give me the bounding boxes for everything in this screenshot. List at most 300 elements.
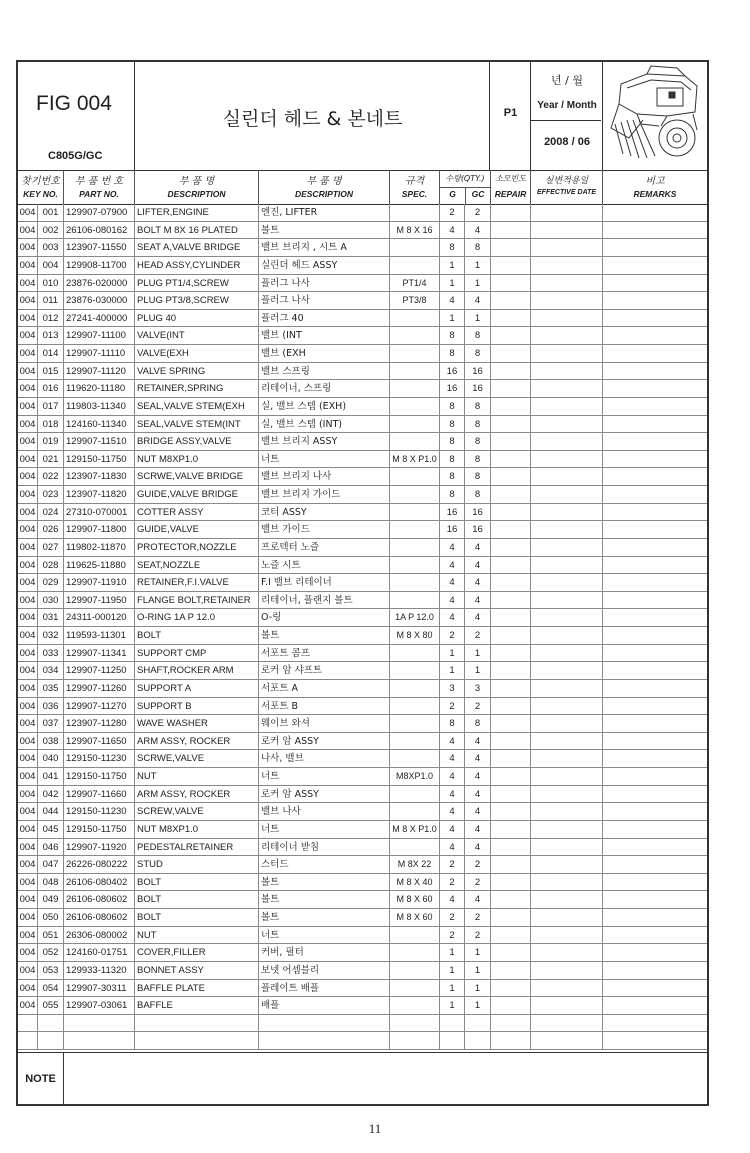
key-number-cell: 046 bbox=[38, 839, 64, 857]
description-cell: SHAFT,ROCKER ARM bbox=[135, 662, 259, 680]
table-row bbox=[18, 609, 707, 627]
key-number-cell: 034 bbox=[38, 662, 64, 680]
fig-cell: 004 bbox=[18, 239, 38, 257]
fig-cell: 004 bbox=[18, 363, 38, 381]
spec-cell bbox=[390, 539, 440, 557]
empty-cell bbox=[603, 680, 707, 698]
spec-cell: M 8X 22 bbox=[390, 856, 440, 874]
qty-gc-cell: 2 bbox=[465, 627, 491, 645]
empty-cell bbox=[531, 1032, 603, 1050]
empty-cell bbox=[491, 698, 531, 716]
key-number-cell: 021 bbox=[38, 451, 64, 469]
empty-cell bbox=[531, 927, 603, 945]
description-cell: PROTECTOR,NOZZLE bbox=[135, 539, 259, 557]
empty-cell bbox=[491, 222, 531, 240]
empty-cell bbox=[491, 891, 531, 909]
description-cell: LIFTER,ENGINE bbox=[135, 204, 259, 222]
qty-gc-cell: 8 bbox=[465, 239, 491, 257]
spec-cell: M 8 X 40 bbox=[390, 874, 440, 892]
sheet-header bbox=[18, 62, 707, 171]
table-row bbox=[18, 363, 707, 381]
table-row bbox=[18, 627, 707, 645]
fig-cell: 004 bbox=[18, 275, 38, 293]
description-cell: RETAINER,F.I.VALVE bbox=[135, 574, 259, 592]
part-number-cell: 129907-11910 bbox=[64, 574, 135, 592]
empty-cell bbox=[491, 292, 531, 310]
description-ko-cell: 서포트 콤프 bbox=[259, 645, 390, 663]
table-row bbox=[18, 204, 707, 222]
table-row bbox=[18, 997, 707, 1015]
spec-cell bbox=[390, 592, 440, 610]
empty-cell bbox=[38, 1015, 64, 1033]
empty-cell bbox=[491, 609, 531, 627]
description-cell: NUT M8XP1.0 bbox=[135, 821, 259, 839]
empty-cell bbox=[603, 750, 707, 768]
part-number-cell: 23876-020000 bbox=[64, 275, 135, 293]
description-cell: PLUG 40 bbox=[135, 310, 259, 328]
fig-cell: 004 bbox=[18, 645, 38, 663]
empty-cell bbox=[440, 1015, 465, 1033]
empty-cell bbox=[603, 821, 707, 839]
part-number-cell: 23876-030000 bbox=[64, 292, 135, 310]
empty-cell bbox=[531, 1015, 603, 1033]
description-cell: ARM ASSY, ROCKER bbox=[135, 786, 259, 804]
empty-cell bbox=[390, 1032, 440, 1050]
fig-cell: 004 bbox=[18, 750, 38, 768]
qty-g-cell: 4 bbox=[440, 839, 465, 857]
qty-g-cell: 1 bbox=[440, 645, 465, 663]
key-number-cell: 003 bbox=[38, 239, 64, 257]
table-row bbox=[18, 786, 707, 804]
spec-cell bbox=[390, 750, 440, 768]
key-number-cell: 015 bbox=[38, 363, 64, 381]
page-box bbox=[490, 62, 531, 170]
description-ko-cell: 로커 암 샤프트 bbox=[259, 662, 390, 680]
spec-cell bbox=[390, 557, 440, 575]
part-number-cell: 129907-11510 bbox=[64, 433, 135, 451]
spec-cell bbox=[390, 786, 440, 804]
parts-sheet bbox=[16, 60, 709, 1106]
empty-cell bbox=[603, 416, 707, 434]
description-cell: BOLT bbox=[135, 891, 259, 909]
description-cell: NUT bbox=[135, 927, 259, 945]
spec-cell bbox=[390, 715, 440, 733]
empty-cell bbox=[491, 416, 531, 434]
empty-cell bbox=[491, 468, 531, 486]
qty-gc-cell: 8 bbox=[465, 433, 491, 451]
fig-cell: 004 bbox=[18, 539, 38, 557]
key-number-cell: 041 bbox=[38, 768, 64, 786]
description-cell: PEDESTALRETAINER bbox=[135, 839, 259, 857]
part-number-cell: 129907-11100 bbox=[64, 327, 135, 345]
empty-cell bbox=[491, 768, 531, 786]
part-number-cell: 26106-080162 bbox=[64, 222, 135, 240]
fig-cell: 004 bbox=[18, 962, 38, 980]
col-desc-en: 부 품 명 DESCRIPTION bbox=[135, 170, 259, 204]
empty-cell bbox=[135, 1032, 259, 1050]
key-number-cell: 028 bbox=[38, 557, 64, 575]
key-number-cell: 038 bbox=[38, 733, 64, 751]
description-cell: GUIDE,VALVE bbox=[135, 521, 259, 539]
empty-cell bbox=[531, 592, 603, 610]
description-ko-cell: 서포트 B bbox=[259, 698, 390, 716]
spec-cell bbox=[390, 680, 440, 698]
empty-cell bbox=[531, 891, 603, 909]
empty-cell bbox=[491, 257, 531, 275]
empty-cell bbox=[603, 380, 707, 398]
qty-gc-cell: 8 bbox=[465, 345, 491, 363]
spec-cell bbox=[390, 698, 440, 716]
table-row bbox=[18, 275, 707, 293]
spec-cell bbox=[390, 204, 440, 222]
qty-gc-cell: 8 bbox=[465, 398, 491, 416]
description-cell: ARM ASSY, ROCKER bbox=[135, 733, 259, 751]
description-cell: SEAL,VALVE STEM(EXH bbox=[135, 398, 259, 416]
part-number-cell: 26106-080402 bbox=[64, 874, 135, 892]
description-ko-cell: 밸브 (EXH bbox=[259, 345, 390, 363]
empty-cell bbox=[18, 1015, 38, 1033]
spec-cell bbox=[390, 433, 440, 451]
fig-cell: 004 bbox=[18, 380, 38, 398]
key-number-cell: 053 bbox=[38, 962, 64, 980]
empty-cell bbox=[491, 733, 531, 751]
part-number-cell: 124160-01751 bbox=[64, 944, 135, 962]
key-number-cell: 047 bbox=[38, 856, 64, 874]
part-number-cell: 26306-080002 bbox=[64, 927, 135, 945]
description-ko-cell: 리테이너, 스프링 bbox=[259, 380, 390, 398]
qty-gc-cell: 2 bbox=[465, 927, 491, 945]
qty-g-cell: 1 bbox=[440, 944, 465, 962]
fig-cell: 004 bbox=[18, 680, 38, 698]
fig-cell: 004 bbox=[18, 909, 38, 927]
empty-cell bbox=[603, 786, 707, 804]
empty-cell bbox=[491, 980, 531, 998]
description-cell: HEAD ASSY,CYLINDER bbox=[135, 257, 259, 275]
qty-gc-cell: 2 bbox=[465, 874, 491, 892]
qty-gc-cell: 4 bbox=[465, 803, 491, 821]
fig-cell: 004 bbox=[18, 292, 38, 310]
fig-cell: 004 bbox=[18, 891, 38, 909]
fig-cell: 004 bbox=[18, 327, 38, 345]
empty-cell bbox=[465, 1015, 491, 1033]
key-number-cell: 050 bbox=[38, 909, 64, 927]
qty-g-cell: 2 bbox=[440, 874, 465, 892]
description-ko-cell: 스터드 bbox=[259, 856, 390, 874]
qty-gc-cell: 1 bbox=[465, 662, 491, 680]
empty-cell bbox=[491, 750, 531, 768]
spec-cell: PT3/8 bbox=[390, 292, 440, 310]
part-number-cell: 129150-11750 bbox=[64, 451, 135, 469]
qty-g-cell: 8 bbox=[440, 327, 465, 345]
empty-cell bbox=[531, 380, 603, 398]
empty-cell bbox=[531, 433, 603, 451]
spec-cell: M8XP1.0 bbox=[390, 768, 440, 786]
empty-cell bbox=[259, 1032, 390, 1050]
fig-cell: 004 bbox=[18, 204, 38, 222]
empty-cell bbox=[491, 856, 531, 874]
empty-cell bbox=[603, 521, 707, 539]
description-cell: PLUG PT1/4,SCREW bbox=[135, 275, 259, 293]
empty-cell bbox=[491, 504, 531, 522]
qty-gc-cell: 4 bbox=[465, 768, 491, 786]
empty-cell bbox=[603, 275, 707, 293]
empty-cell bbox=[491, 786, 531, 804]
empty-cell bbox=[440, 1032, 465, 1050]
qty-g-cell: 16 bbox=[440, 380, 465, 398]
empty-cell bbox=[491, 275, 531, 293]
key-number-cell: 035 bbox=[38, 680, 64, 698]
spec-cell bbox=[390, 645, 440, 663]
table-row bbox=[18, 715, 707, 733]
spec-cell bbox=[390, 997, 440, 1015]
fig-cell: 004 bbox=[18, 451, 38, 469]
description-cell: COVER,FILLER bbox=[135, 944, 259, 962]
empty-cell bbox=[603, 803, 707, 821]
part-number-cell: 129907-11800 bbox=[64, 521, 135, 539]
table-row bbox=[18, 486, 707, 504]
qty-g-cell: 8 bbox=[440, 398, 465, 416]
empty-cell bbox=[491, 204, 531, 222]
empty-cell bbox=[531, 997, 603, 1015]
key-number-cell: 011 bbox=[38, 292, 64, 310]
qty-gc-cell: 8 bbox=[465, 715, 491, 733]
fig-cell: 004 bbox=[18, 944, 38, 962]
qty-gc-cell: 1 bbox=[465, 275, 491, 293]
part-number-cell: 27241-400000 bbox=[64, 310, 135, 328]
key-number-cell: 051 bbox=[38, 927, 64, 945]
description-cell: SCRWE,VALVE BRIDGE bbox=[135, 468, 259, 486]
description-ko-cell: 볼트 bbox=[259, 627, 390, 645]
note-section bbox=[18, 1052, 707, 1105]
empty-cell bbox=[491, 662, 531, 680]
spec-cell: M 8 X 16 bbox=[390, 222, 440, 240]
table-row bbox=[18, 1032, 707, 1050]
empty-cell bbox=[531, 468, 603, 486]
empty-cell bbox=[603, 539, 707, 557]
description-cell: O-RING 1A P 12.0 bbox=[135, 609, 259, 627]
description-ko-cell: 실린더 헤드 ASSY bbox=[259, 257, 390, 275]
empty-cell bbox=[491, 1015, 531, 1033]
qty-g-cell: 2 bbox=[440, 909, 465, 927]
description-ko-cell: 볼트 bbox=[259, 909, 390, 927]
fig-cell: 004 bbox=[18, 257, 38, 275]
part-number-cell: 129907-11270 bbox=[64, 698, 135, 716]
qty-gc-cell: 1 bbox=[465, 944, 491, 962]
part-number-cell: 129150-11230 bbox=[64, 803, 135, 821]
key-number-cell: 032 bbox=[38, 627, 64, 645]
empty-cell bbox=[603, 239, 707, 257]
qty-gc-cell: 16 bbox=[465, 504, 491, 522]
key-number-cell: 027 bbox=[38, 539, 64, 557]
empty-cell bbox=[491, 839, 531, 857]
empty-cell bbox=[531, 557, 603, 575]
part-number-cell: 129907-11950 bbox=[64, 592, 135, 610]
description-cell: SCREW,VALVE bbox=[135, 803, 259, 821]
description-cell: COTTER ASSY bbox=[135, 504, 259, 522]
qty-gc-cell: 2 bbox=[465, 909, 491, 927]
description-cell: RETAINER,SPRING bbox=[135, 380, 259, 398]
spec-cell bbox=[390, 257, 440, 275]
empty-cell bbox=[603, 486, 707, 504]
qty-gc-cell: 4 bbox=[465, 891, 491, 909]
fig-cell: 004 bbox=[18, 733, 38, 751]
description-ko-cell: 서포트 A bbox=[259, 680, 390, 698]
spec-cell bbox=[390, 345, 440, 363]
part-number-cell: 119803-11340 bbox=[64, 398, 135, 416]
qty-g-cell: 4 bbox=[440, 222, 465, 240]
key-number-cell: 048 bbox=[38, 874, 64, 892]
note-label: NOTE bbox=[18, 1053, 64, 1105]
part-number-cell: 129907-03061 bbox=[64, 997, 135, 1015]
part-number-cell: 129907-11920 bbox=[64, 839, 135, 857]
qty-gc-cell: 1 bbox=[465, 310, 491, 328]
qty-gc-cell: 1 bbox=[465, 962, 491, 980]
qty-g-cell: 4 bbox=[440, 891, 465, 909]
part-number-cell: 129907-11110 bbox=[64, 345, 135, 363]
qty-g-cell: 1 bbox=[440, 662, 465, 680]
key-number-cell: 029 bbox=[38, 574, 64, 592]
empty-cell bbox=[491, 627, 531, 645]
qty-g-cell: 4 bbox=[440, 574, 465, 592]
spec-cell bbox=[390, 839, 440, 857]
empty-cell bbox=[531, 310, 603, 328]
qty-g-cell: 2 bbox=[440, 627, 465, 645]
page-number: 11 bbox=[368, 1121, 382, 1136]
empty-cell bbox=[603, 504, 707, 522]
date-box bbox=[531, 62, 603, 170]
spec-cell bbox=[390, 574, 440, 592]
spec-cell bbox=[390, 927, 440, 945]
table-row bbox=[18, 539, 707, 557]
empty-cell bbox=[531, 327, 603, 345]
spec-cell bbox=[390, 980, 440, 998]
fig-cell: 004 bbox=[18, 839, 38, 857]
key-number-cell: 040 bbox=[38, 750, 64, 768]
table-row bbox=[18, 257, 707, 275]
part-number-cell: 123907-11280 bbox=[64, 715, 135, 733]
part-number-cell: 123907-11830 bbox=[64, 468, 135, 486]
table-row bbox=[18, 1015, 707, 1033]
qty-g-cell: 8 bbox=[440, 345, 465, 363]
empty-cell bbox=[603, 1015, 707, 1033]
description-cell: SUPPORT A bbox=[135, 680, 259, 698]
description-ko-cell: 로커 암 ASSY bbox=[259, 786, 390, 804]
part-number-cell: 129150-11750 bbox=[64, 821, 135, 839]
spec-cell bbox=[390, 486, 440, 504]
qty-gc-cell: 4 bbox=[465, 839, 491, 857]
empty-cell bbox=[531, 715, 603, 733]
empty-cell bbox=[603, 997, 707, 1015]
empty-cell bbox=[603, 398, 707, 416]
table-row bbox=[18, 698, 707, 716]
spec-cell: PT1/4 bbox=[390, 275, 440, 293]
description-ko-cell: 프로텍터 노즐 bbox=[259, 539, 390, 557]
fig-cell: 004 bbox=[18, 997, 38, 1015]
description-ko-cell: 볼트 bbox=[259, 222, 390, 240]
empty-cell bbox=[603, 468, 707, 486]
qty-g-cell: 8 bbox=[440, 239, 465, 257]
fig-cell: 004 bbox=[18, 856, 38, 874]
empty-cell bbox=[491, 592, 531, 610]
qty-gc-cell: 16 bbox=[465, 521, 491, 539]
empty-cell bbox=[531, 733, 603, 751]
qty-g-cell: 8 bbox=[440, 433, 465, 451]
part-number-cell: 129907-11341 bbox=[64, 645, 135, 663]
spec-cell: 1A P 12.0 bbox=[390, 609, 440, 627]
qty-g-cell: 8 bbox=[440, 486, 465, 504]
description-cell: BAFFLE bbox=[135, 997, 259, 1015]
key-number-cell: 044 bbox=[38, 803, 64, 821]
key-number-cell: 019 bbox=[38, 433, 64, 451]
empty-cell bbox=[491, 944, 531, 962]
qty-g-cell: 4 bbox=[440, 539, 465, 557]
table-row bbox=[18, 451, 707, 469]
description-cell: BOLT M 8X 16 PLATED bbox=[135, 222, 259, 240]
empty-cell bbox=[603, 839, 707, 857]
empty-cell bbox=[491, 874, 531, 892]
part-number-cell: 123907-11820 bbox=[64, 486, 135, 504]
qty-g-cell: 4 bbox=[440, 733, 465, 751]
key-number-cell: 001 bbox=[38, 204, 64, 222]
fig-cell: 004 bbox=[18, 398, 38, 416]
empty-cell bbox=[491, 962, 531, 980]
empty-cell bbox=[531, 239, 603, 257]
empty-cell bbox=[531, 645, 603, 663]
empty-cell bbox=[603, 557, 707, 575]
empty-cell bbox=[531, 680, 603, 698]
fig-cell: 004 bbox=[18, 521, 38, 539]
fig-cell: 004 bbox=[18, 662, 38, 680]
table-row bbox=[18, 803, 707, 821]
qty-g-cell: 2 bbox=[440, 927, 465, 945]
description-cell: SEAT A,VALVE BRIDGE bbox=[135, 239, 259, 257]
qty-g-cell: 4 bbox=[440, 750, 465, 768]
table-row bbox=[18, 839, 707, 857]
table-row bbox=[18, 821, 707, 839]
qty-gc-cell: 4 bbox=[465, 750, 491, 768]
page-code: P1 bbox=[503, 107, 518, 119]
table-row bbox=[18, 504, 707, 522]
description-cell: FLANGE BOLT,RETAINER bbox=[135, 592, 259, 610]
empty-cell bbox=[531, 416, 603, 434]
qty-gc-cell: 4 bbox=[465, 786, 491, 804]
empty-cell bbox=[603, 345, 707, 363]
table-row bbox=[18, 750, 707, 768]
empty-cell bbox=[531, 662, 603, 680]
part-number-cell: 119625-11880 bbox=[64, 557, 135, 575]
table-row bbox=[18, 222, 707, 240]
empty-cell bbox=[491, 327, 531, 345]
key-number-cell: 016 bbox=[38, 380, 64, 398]
empty-cell bbox=[491, 521, 531, 539]
empty-cell bbox=[531, 803, 603, 821]
fig-cell: 004 bbox=[18, 345, 38, 363]
empty-cell bbox=[531, 363, 603, 381]
qty-g-cell: 1 bbox=[440, 257, 465, 275]
qty-gc-cell: 8 bbox=[465, 468, 491, 486]
empty-cell bbox=[531, 698, 603, 716]
empty-cell bbox=[491, 557, 531, 575]
table-row bbox=[18, 874, 707, 892]
empty-cell bbox=[531, 980, 603, 998]
description-ko-cell: 배플 bbox=[259, 997, 390, 1015]
fig-cell: 004 bbox=[18, 592, 38, 610]
table-row bbox=[18, 398, 707, 416]
qty-gc-cell: 1 bbox=[465, 257, 491, 275]
table-row bbox=[18, 310, 707, 328]
col-spec: 규격 SPEC. bbox=[390, 170, 440, 204]
description-cell: BONNET ASSY bbox=[135, 962, 259, 980]
